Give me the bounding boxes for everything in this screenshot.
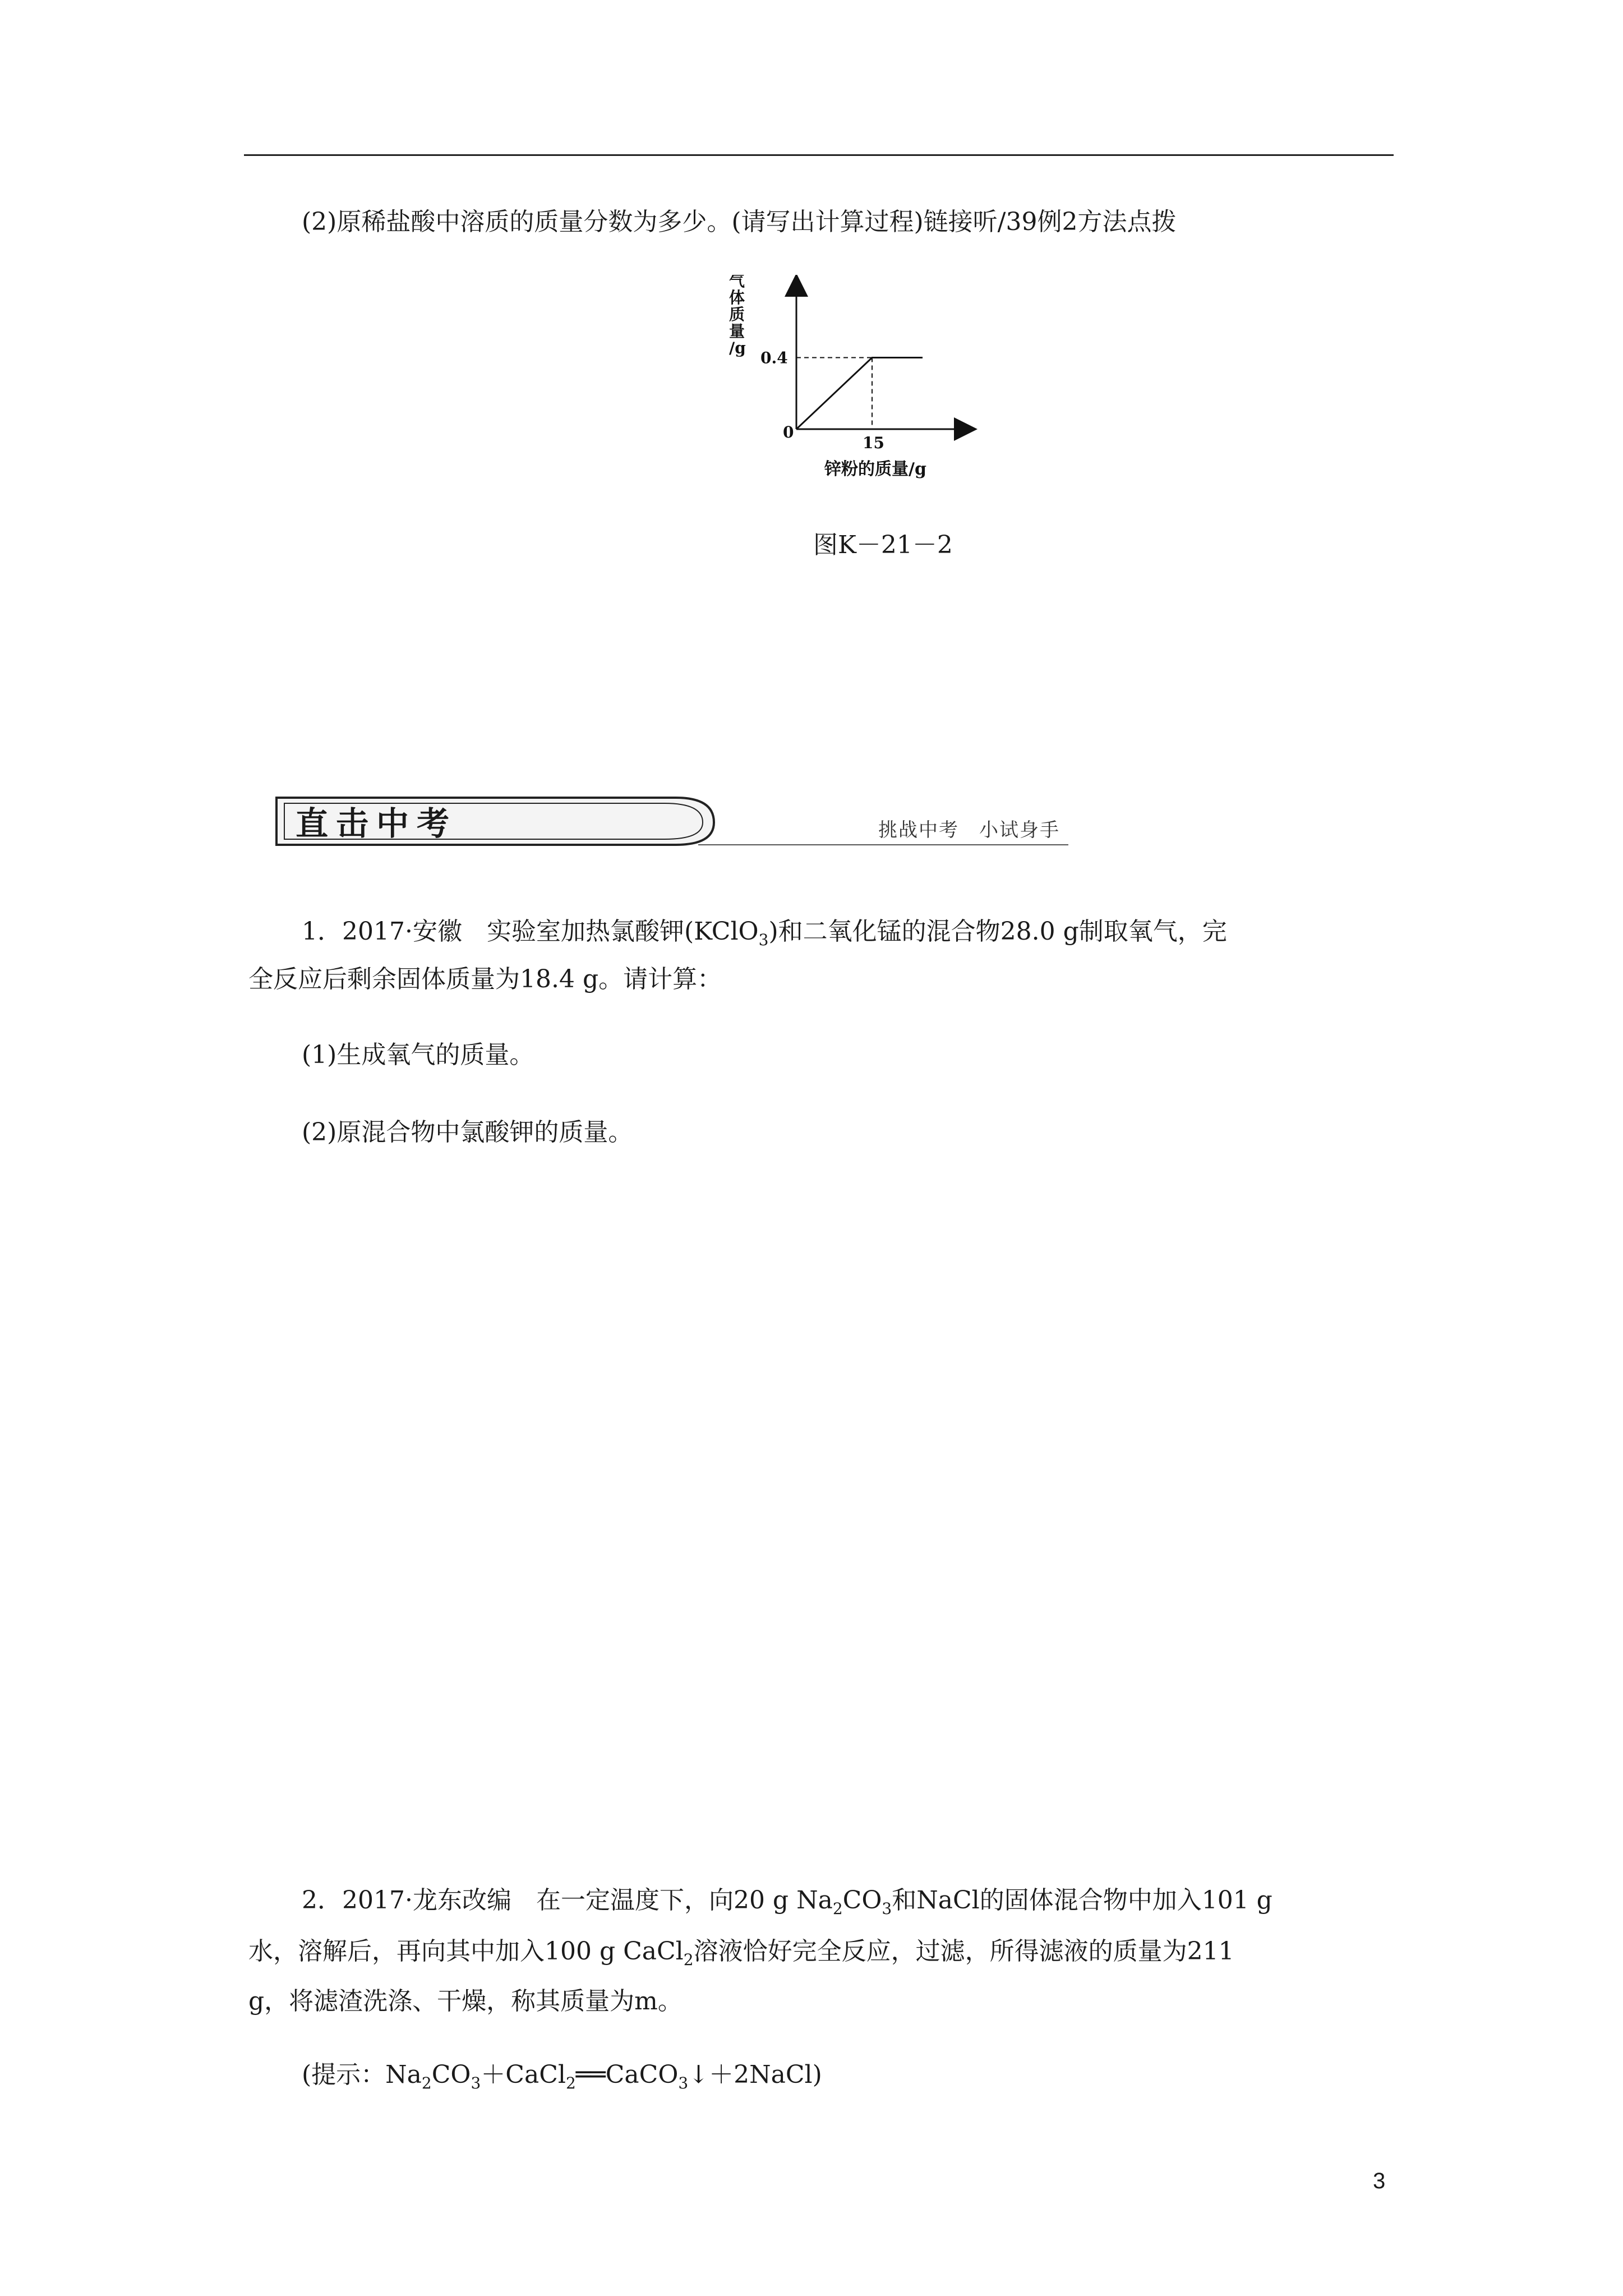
q2-hint-c: ＋CaCl: [481, 2060, 566, 2089]
section-title: 直击中考: [296, 804, 458, 843]
q2-hint-sub-1: 2: [421, 2074, 432, 2092]
q2-line-1-c: 和NaCl的固体混合物中加入101 g: [892, 1886, 1272, 1915]
chart-y-tick-label: 0.4: [760, 348, 788, 367]
q2-hint-b: CO: [431, 2060, 471, 2089]
q2-line-2-a: 水，溶解后，再向其中加入100 g CaCl: [248, 1937, 684, 1966]
q2-line-3: g，将滤渣洗涤、干燥，称其质量为m。: [248, 1987, 683, 2016]
q1-sub-question-2: (2)原混合物中氯酸钾的质量。: [302, 1118, 633, 1147]
chart-origin-label: 0: [783, 423, 794, 441]
banner-underline: [698, 844, 1068, 845]
q2-line-1-sub-2: 3: [882, 1899, 892, 1918]
banner-shape: [272, 794, 715, 847]
q1-line-1-a: 1．2017·安徽 实验室加热氯酸钾(KClO: [302, 917, 759, 946]
page-number: 3: [1373, 2169, 1386, 2193]
chart-y-axis-label: 气体质量/g: [729, 275, 746, 357]
figure-caption: 图K－21－2: [813, 531, 953, 559]
q1-line-1-sub: 3: [758, 931, 769, 949]
chart-x-axis-label: 锌粉的质量/g: [824, 459, 926, 479]
q1-sub-question-1: (1)生成氧气的质量。: [302, 1041, 534, 1069]
chart-figure: [723, 275, 981, 488]
header-rule: [244, 154, 1394, 156]
q2-line-2: [248, 1934, 1234, 1977]
q2-hint-sub-3: 2: [565, 2074, 576, 2092]
q2-line-2-b: 溶液恰好完全反应，过滤，所得滤液的质量为211: [693, 1937, 1234, 1966]
q2-line-1-b: CO: [842, 1886, 882, 1915]
q2-line-1: [302, 1883, 1272, 1926]
q2-hint-sub-4: 3: [678, 2074, 689, 2092]
chart-series-line: [796, 358, 923, 430]
q2-line-1-sub-1: 2: [832, 1899, 843, 1918]
chart-svg: [723, 275, 981, 488]
q2-hint: [302, 2058, 822, 2101]
q1-line-2: 全反应后剩余固体质量为18.4 g。请计算：: [248, 965, 722, 993]
question-part-2-text: (2)原稀盐酸中溶质的质量分数为多少。(请写出计算过程)链接听/39例2方法点拨: [302, 208, 1177, 236]
q2-hint-a: (提示：Na: [302, 2060, 422, 2089]
section-subtitle: 挑战中考 小试身手: [878, 819, 1060, 841]
q2-line-2-sub: 2: [683, 1950, 694, 1969]
q2-line-1-a: 2．2017·龙东改编 在一定温度下，向20 g Na: [302, 1886, 833, 1915]
q1-line-1-b: )和二氧化锰的混合物28.0 g制取氧气，完: [768, 917, 1227, 946]
chart-x-tick-label: 15: [863, 434, 884, 452]
q1-line-1: [302, 914, 1227, 958]
q2-hint-d: ══CaCO: [575, 2060, 679, 2089]
q2-hint-sub-2: 3: [471, 2074, 481, 2092]
section-banner: [255, 791, 1068, 850]
q2-hint-e: ↓＋2NaCl): [688, 2060, 822, 2089]
